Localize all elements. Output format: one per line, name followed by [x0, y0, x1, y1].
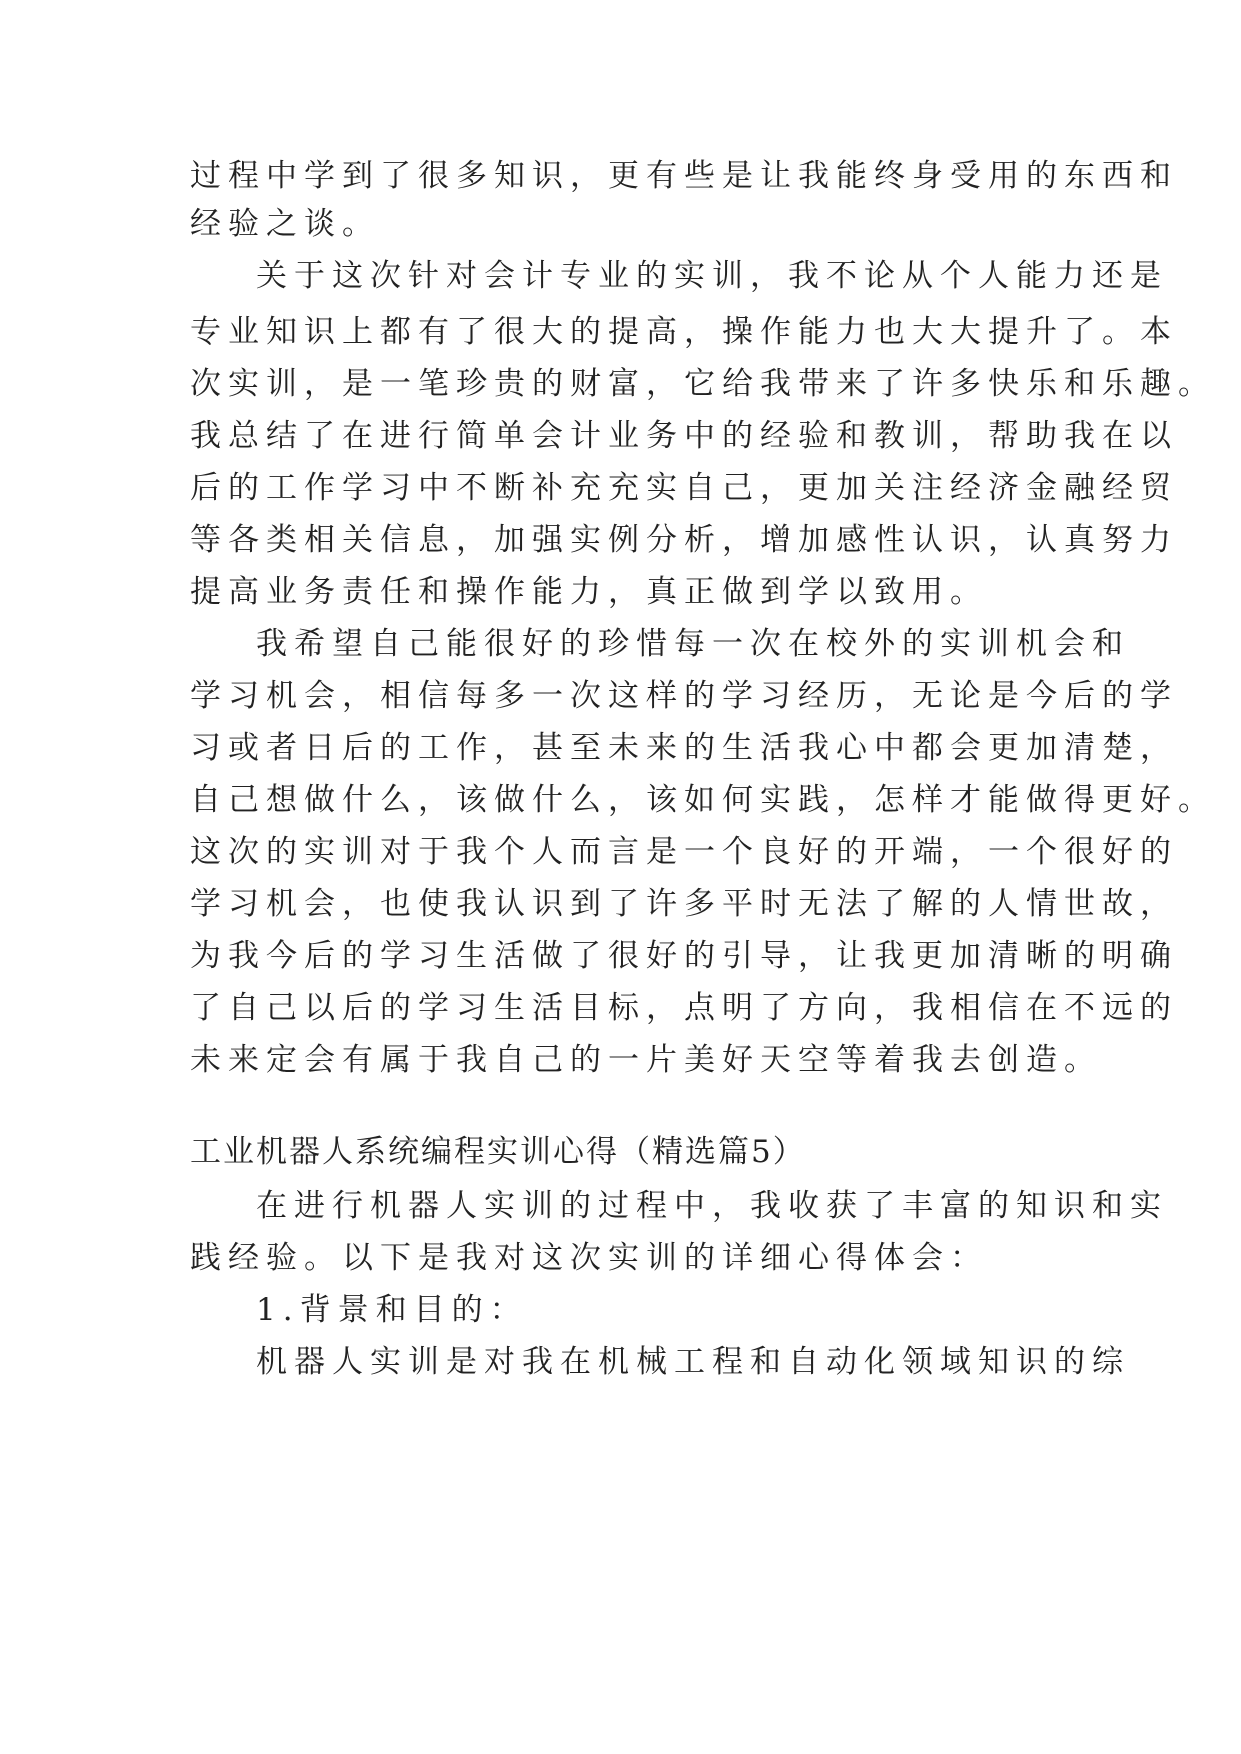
text-line: 这次的实训对于我个人而言是一个良好的开端，一个很好的	[190, 834, 1178, 870]
text-line: 等各类相关信息，加强实例分析，增加感性认识，认真努力	[190, 522, 1178, 558]
list-item-heading: 1.背景和目的：	[256, 1292, 528, 1328]
text-line: 次实训，是一笔珍贵的财富，它给我带来了许多快乐和乐趣。	[190, 366, 1216, 402]
text-line: 后的工作学习中不断补充充实自己，更加关注经济金融经贸	[190, 470, 1178, 506]
text-line: 践经验。以下是我对这次实训的详细心得体会：	[190, 1240, 988, 1276]
paragraph-first-line: 关于这次针对会计专业的实训，我不论从个人能力还是	[256, 258, 1168, 294]
text-line: 学习机会，也使我认识到了许多平时无法了解的人情世故，	[190, 886, 1178, 922]
text-line: 学习机会，相信每多一次这样的学习经历，无论是今后的学	[190, 678, 1178, 714]
text-line: 经验之谈。	[190, 206, 380, 242]
text-line: 专业知识上都有了很大的提高，操作能力也大大提升了。本	[190, 314, 1178, 350]
text-line: 提高业务责任和操作能力，真正做到学以致用。	[190, 574, 988, 610]
text-line: 了自己以后的学习生活目标，点明了方向，我相信在不远的	[190, 990, 1178, 1026]
section-heading: 工业机器人系统编程实训心得（精选篇5）	[190, 1134, 806, 1170]
text-line: 习或者日后的工作，甚至未来的生活我心中都会更加清楚，	[190, 730, 1178, 766]
text-line: 过程中学到了很多知识，更有些是让我能终身受用的东西和	[190, 158, 1178, 194]
paragraph-first-line: 我希望自己能很好的珍惜每一次在校外的实训机会和	[256, 626, 1130, 662]
text-line: 为我今后的学习生活做了很好的引导，让我更加清晰的明确	[190, 938, 1178, 974]
text-line: 未来定会有属于我自己的一片美好天空等着我去创造。	[190, 1042, 1102, 1078]
paragraph-first-line: 机器人实训是对我在机械工程和自动化领域知识的综	[256, 1344, 1130, 1380]
text-line: 我总结了在进行简单会计业务中的经验和教训，帮助我在以	[190, 418, 1178, 454]
text-line: 自己想做什么，该做什么，该如何实践，怎样才能做得更好。	[190, 782, 1216, 818]
paragraph-first-line: 在进行机器人实训的过程中，我收获了丰富的知识和实	[256, 1188, 1168, 1224]
